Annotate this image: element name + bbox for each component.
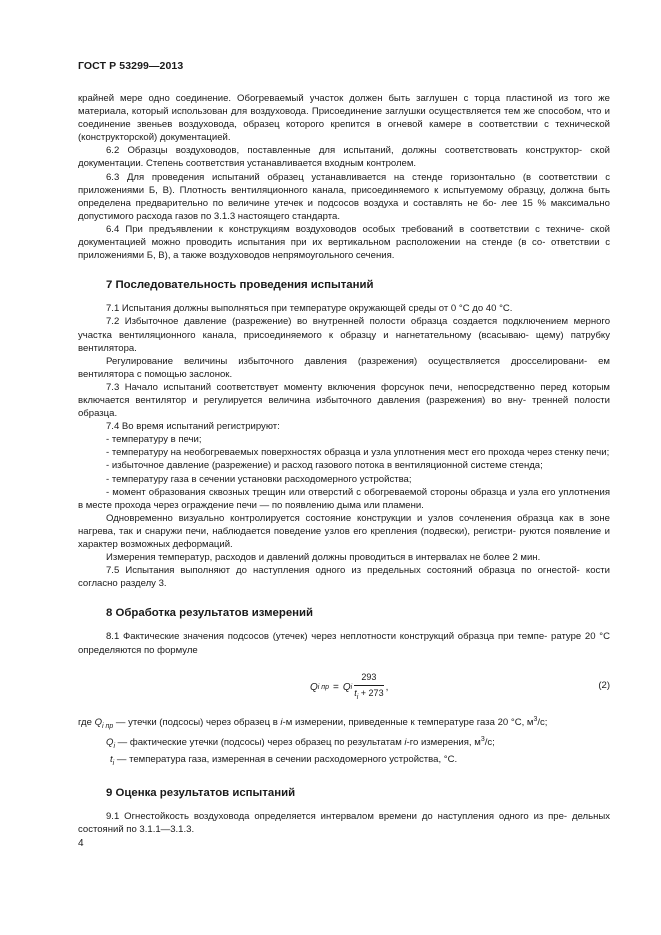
paragraph: Одновременно визуально контролируется состояние конструкции и узлов сочленения образца как в зоне нагрева, так и снаружи печи, наблюдается поведение узлов его крепления (подвески), регистри- руются появление и характер возможных деформаций. bbox=[78, 512, 610, 550]
paragraph-6-2: 6.2 Образцы воздуховодов, поставленные для испытаний, должны соответствовать конструктор- ской документации. Степень соответствия устанавливается входным контролем. bbox=[78, 145, 610, 170]
page-header: ГОСТ Р 53299—2013 bbox=[78, 60, 184, 72]
definition-qi: $Q_i$ — фактические утечки (подсосы) через образец по результатам i-го измерения, $м^3/с$; bbox=[106, 735, 495, 750]
formula-2 bbox=[78, 663, 610, 707]
paragraph-8-1: 8.1 Фактические значения подсосов (утечек) через неплотности конструкций образца при темпе- ратуре 20 °С определяются по формуле bbox=[78, 631, 610, 656]
paragraph-6-3: 6.3 Для проведения испытаний образец устанавливается на стенде горизонтально (в соответствии с приложениями Б, В). Плотность вентиляционного канала, присоединяемого к испытуемому образцу, должна быть определена предварительно по величине утечек и подсосов воздуха и составлять не бо- лее 15 % максимально допустимого расхода газов по 3.1.3 настоящего стандарта. bbox=[78, 171, 610, 222]
definition-ti: $t_i$ — температура газа, измеренная в сечении расходомерного устройства, °С. bbox=[110, 753, 458, 767]
section-8-heading: 8 Обработка результатов измерений bbox=[106, 607, 314, 620]
paragraph-7-4: 7.4 Во время испытаний регистрируют: bbox=[106, 421, 280, 433]
paragraph-7-5: 7.5 Испытания выполняют до наступления одного из предельных состояний образца по огнестой- кости согласно разделу 3. bbox=[78, 565, 610, 590]
paragraph-7-3: 7.3 Начало испытаний соответствует моменту включения форсунок печи, непосредственно перед которым включается вентилятор и регулируется величина избыточного давления (разрежения) во вну- тренней полости образца. bbox=[78, 381, 610, 420]
section-7-heading: 7 Последовательность проведения испытаний bbox=[106, 279, 374, 292]
list-item: - температуру в печи; bbox=[106, 434, 202, 446]
page-number: 4 bbox=[78, 838, 84, 849]
formula-fraction: $\frac{293}{t_i + 273}$ bbox=[354, 671, 384, 701]
paragraph-7-1: 7.1 Испытания должны выполняться при температуре окружающей среды от 0 °С до 40 °С. bbox=[106, 303, 513, 315]
paragraph: Регулирование величины избыточного давления (разрежения) осуществляется дросселировани- ем вентилятора с помощью заслонок. bbox=[78, 355, 610, 380]
paragraph-9-1: 9.1 Огнестойкость воздуховода определяется интервалом времени до наступления одного из пре- дельных состояний по 3.1.1—3.1.3. bbox=[78, 811, 610, 836]
list-item: - температуру на необогреваемых поверхностях образца и узла уплотнения мест его прохода через стенку печи; bbox=[106, 447, 610, 459]
definition-qi-pr: где $Q_{i пр}$ — утечки (подсосы) через образец в i-м измерении, приведенные к температуре газа 20 °С, $м^3/с$; bbox=[78, 715, 548, 730]
list-item: - избыточное давление (разрежение) и расход газового потока в вентиляционной системе стенда; bbox=[106, 460, 543, 472]
formula-expression: Q i пр = Q i $\frac{293}{t_i + 273}$ , bbox=[310, 671, 388, 704]
paragraph-7-2: 7.2 Избыточное давление (разрежение) во внутренней полости образца создается подключением мерного участка вентиляционного канала, присоединяемого к образцу и нагнетательному (всасываю- щему) патрубку вентилятора. bbox=[78, 316, 610, 354]
list-item: - момент образования сквозных трещин или отверстий с обогреваемой стороны образца и узла его уплотнения в месте прохода через ограждение печи — по появлению дыма или пламени. bbox=[78, 486, 610, 511]
section-9-heading: 9 Оценка результатов испытаний bbox=[106, 786, 296, 799]
paragraph: Измерения температур, расходов и давлений должны проводиться в интервалах не более 2 мин. bbox=[106, 552, 541, 564]
paragraph-6-4: 6.4 При предъявлении к конструкциям воздуховодов особых требований в соответствии с техниче- ской документацией можно проводить испытания при их вертикальном расположении на стенде (в со- ответствии с приложениями Б, В), а также воздуховодов непрямоугольного сечения. bbox=[78, 223, 610, 262]
formula-definitions bbox=[78, 713, 610, 770]
paragraph: крайней мере одно соединение. Обогреваемый участок должен быть заглушен с торца пластиной из того же материала, который использован для воздуховода. Присоединение заглушки осуществляется тем же способом, что и соединение звеньев воздуховода, образец которого крепится в огневой камере в соответствии с технической (конструкторской) документацией. bbox=[78, 93, 610, 144]
document-body bbox=[78, 92, 610, 836]
formula-number: (2) bbox=[598, 679, 610, 691]
list-item: - температуру газа в сечении установки расходомерного устройства; bbox=[106, 473, 412, 485]
